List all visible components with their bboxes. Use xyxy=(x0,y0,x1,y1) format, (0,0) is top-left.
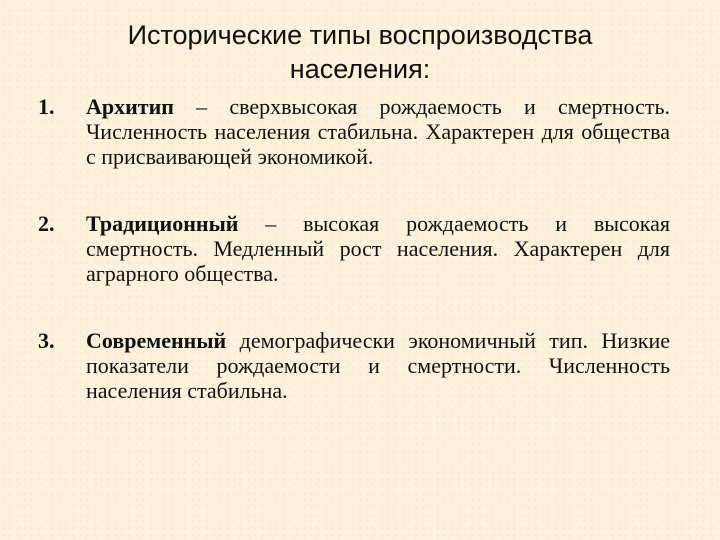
item-term: Современный xyxy=(86,328,227,353)
types-list xyxy=(38,94,670,403)
slide-title-line-2: населения: xyxy=(289,54,431,84)
list-item-archetype xyxy=(38,94,670,169)
item-number: 1. xyxy=(38,94,55,119)
item-term: Архитип xyxy=(86,94,174,119)
slide-title xyxy=(60,18,660,86)
item-term: Традиционный xyxy=(86,211,239,236)
item-number: 2. xyxy=(38,211,55,236)
item-number: 3. xyxy=(38,328,55,353)
item-text: демографически экономичный тип. Низкие показатели рождаемости и смертности. Численность населения стабильна. xyxy=(86,328,670,403)
list-item-modern xyxy=(38,328,670,403)
list-item-traditional xyxy=(38,211,670,286)
slide-title-line-1: Исторические типы воспроизводства xyxy=(127,20,593,50)
item-text: – высокая рождаемость и высокая смертность. Медленный рост населения. Характерен для аграрного общества. xyxy=(86,211,670,286)
item-text: – сверхвысокая рождаемость и смертность. Численность населения стабильна. Характерен для общества с присваивающей экономикой. xyxy=(86,94,670,169)
